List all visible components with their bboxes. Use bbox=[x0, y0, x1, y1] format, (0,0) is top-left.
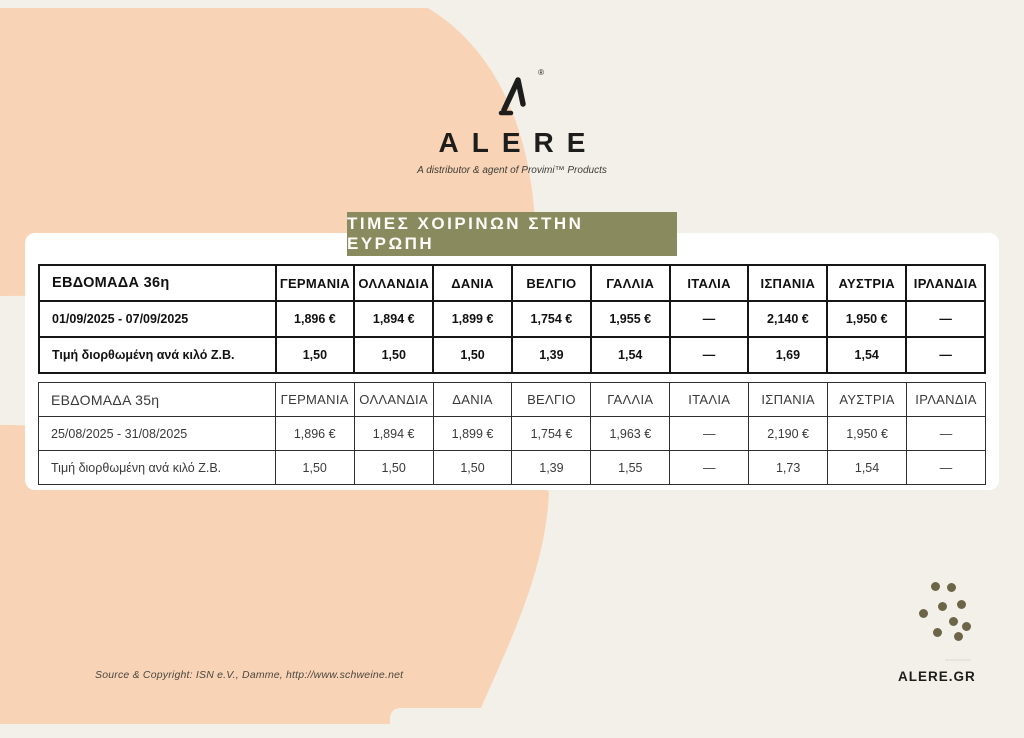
country-header: ΑΥΣΤΡΙΑ bbox=[827, 265, 906, 301]
price-cell: 2,190 € bbox=[749, 417, 828, 451]
country-header: ΓΕΡΜΑΝΙΑ bbox=[276, 265, 355, 301]
price-cell: 1,50 bbox=[433, 451, 512, 485]
price-cell: 1,950 € bbox=[827, 301, 906, 337]
site-url-label: ALERE.GR bbox=[898, 669, 976, 684]
row-label: 01/09/2025 - 07/09/2025 bbox=[39, 301, 276, 337]
price-cell: 1,73 bbox=[749, 451, 828, 485]
price-cell: 1,50 bbox=[354, 337, 433, 373]
row-label: 25/08/2025 - 31/08/2025 bbox=[39, 417, 276, 451]
price-cell: 1,894 € bbox=[354, 301, 433, 337]
olive-dot bbox=[954, 632, 963, 641]
price-table bbox=[38, 264, 986, 374]
price-cell: 1,69 bbox=[748, 337, 827, 373]
price-cell: 1,963 € bbox=[591, 417, 670, 451]
price-cell: — bbox=[670, 301, 749, 337]
table-header-row bbox=[39, 265, 985, 301]
country-header: ΙΤΑΛΙΑ bbox=[670, 383, 749, 417]
table-header-row bbox=[39, 383, 986, 417]
brand-header bbox=[0, 70, 1024, 176]
price-cell: 2,140 € bbox=[748, 301, 827, 337]
dot-pattern-icon bbox=[910, 575, 972, 639]
price-cell: 1,54 bbox=[591, 337, 670, 373]
olive-dot bbox=[938, 602, 947, 611]
price-cell: — bbox=[906, 301, 985, 337]
price-cell: 1,896 € bbox=[275, 417, 354, 451]
price-table-week-36 bbox=[38, 264, 986, 374]
brand-tagline: A distributor & agent of Provimi™ Products bbox=[417, 165, 607, 176]
country-header: ΟΛΛΑΝΔΙΑ bbox=[354, 265, 433, 301]
price-cell: — bbox=[670, 337, 749, 373]
price-cell: 1,50 bbox=[276, 337, 355, 373]
price-cell: 1,54 bbox=[828, 451, 907, 485]
country-header: ΙΣΠΑΝΙΑ bbox=[749, 383, 828, 417]
olive-dot bbox=[931, 582, 940, 591]
price-cell: 1,55 bbox=[591, 451, 670, 485]
price-cell: — bbox=[670, 451, 749, 485]
price-cell: 1,50 bbox=[433, 337, 512, 373]
price-cell: — bbox=[906, 337, 985, 373]
price-cell: — bbox=[907, 451, 986, 485]
price-cell: 1,950 € bbox=[828, 417, 907, 451]
price-cell: 1,754 € bbox=[512, 301, 591, 337]
price-cell: 1,39 bbox=[512, 451, 591, 485]
price-cell: 1,50 bbox=[354, 451, 433, 485]
country-header: ΒΕΛΓΙΟ bbox=[512, 383, 591, 417]
week-label: ΕΒΔΟΜΑΔΑ 35η bbox=[39, 383, 276, 417]
price-cell: 1,50 bbox=[275, 451, 354, 485]
table-row bbox=[39, 301, 985, 337]
alere-logo-mark-icon bbox=[492, 68, 544, 116]
row-label: Τιμή διορθωμένη ανά κιλό Ζ.Β. bbox=[39, 451, 276, 485]
table-row bbox=[39, 451, 986, 485]
country-header: ΙΤΑΛΙΑ bbox=[670, 265, 749, 301]
week-label: ΕΒΔΟΜΑΔΑ 36η bbox=[39, 265, 276, 301]
brand-logo-text: ALERE bbox=[438, 127, 599, 158]
olive-dot bbox=[933, 628, 942, 637]
country-header: ΓΕΡΜΑΝΙΑ bbox=[275, 383, 354, 417]
olive-dot bbox=[962, 622, 971, 631]
price-cell: — bbox=[907, 417, 986, 451]
olive-dot bbox=[919, 609, 928, 618]
price-cell: 1,896 € bbox=[276, 301, 355, 337]
price-tables-card bbox=[25, 233, 999, 490]
registered-trademark-symbol: ® bbox=[538, 68, 544, 77]
price-cell: 1,899 € bbox=[433, 301, 512, 337]
price-cell: 1,955 € bbox=[591, 301, 670, 337]
price-cell: — bbox=[670, 417, 749, 451]
bottom-center-rounded-tab bbox=[390, 708, 635, 738]
country-header: ΙΡΛΑΝΔΙΑ bbox=[906, 265, 985, 301]
country-header: ΙΣΠΑΝΙΑ bbox=[748, 265, 827, 301]
price-table bbox=[38, 382, 986, 485]
title-banner bbox=[347, 212, 677, 256]
olive-dot bbox=[957, 600, 966, 609]
price-table-week-35 bbox=[38, 382, 986, 485]
price-cell: 1,754 € bbox=[512, 417, 591, 451]
country-header: ΟΛΛΑΝΔΙΑ bbox=[354, 383, 433, 417]
olive-dot bbox=[949, 617, 958, 626]
country-header: ΔΑΝΙΑ bbox=[433, 265, 512, 301]
site-divider-line bbox=[945, 659, 971, 661]
price-cell: 1,39 bbox=[512, 337, 591, 373]
country-header: ΔΑΝΙΑ bbox=[433, 383, 512, 417]
table-row bbox=[39, 337, 985, 373]
price-cell: 1,54 bbox=[827, 337, 906, 373]
page-title: ΤΙΜΕΣ ΧΟΙΡΙΝΩΝ ΣΤΗΝ ΕΥΡΩΠΗ bbox=[347, 214, 584, 253]
price-cell: 1,894 € bbox=[354, 417, 433, 451]
price-cell: 1,899 € bbox=[433, 417, 512, 451]
country-header: ΓΑΛΛΙΑ bbox=[591, 265, 670, 301]
source-copyright-text: Source & Copyright: ISN e.V., Damme, http://www.schweine.net bbox=[95, 669, 404, 681]
country-header: ΒΕΛΓΙΟ bbox=[512, 265, 591, 301]
country-header: ΓΑΛΛΙΑ bbox=[591, 383, 670, 417]
country-header: ΙΡΛΑΝΔΙΑ bbox=[907, 383, 986, 417]
country-header: ΑΥΣΤΡΙΑ bbox=[828, 383, 907, 417]
table-row bbox=[39, 417, 986, 451]
row-label: Τιμή διορθωμένη ανά κιλό Ζ.Β. bbox=[39, 337, 276, 373]
olive-dot bbox=[947, 583, 956, 592]
